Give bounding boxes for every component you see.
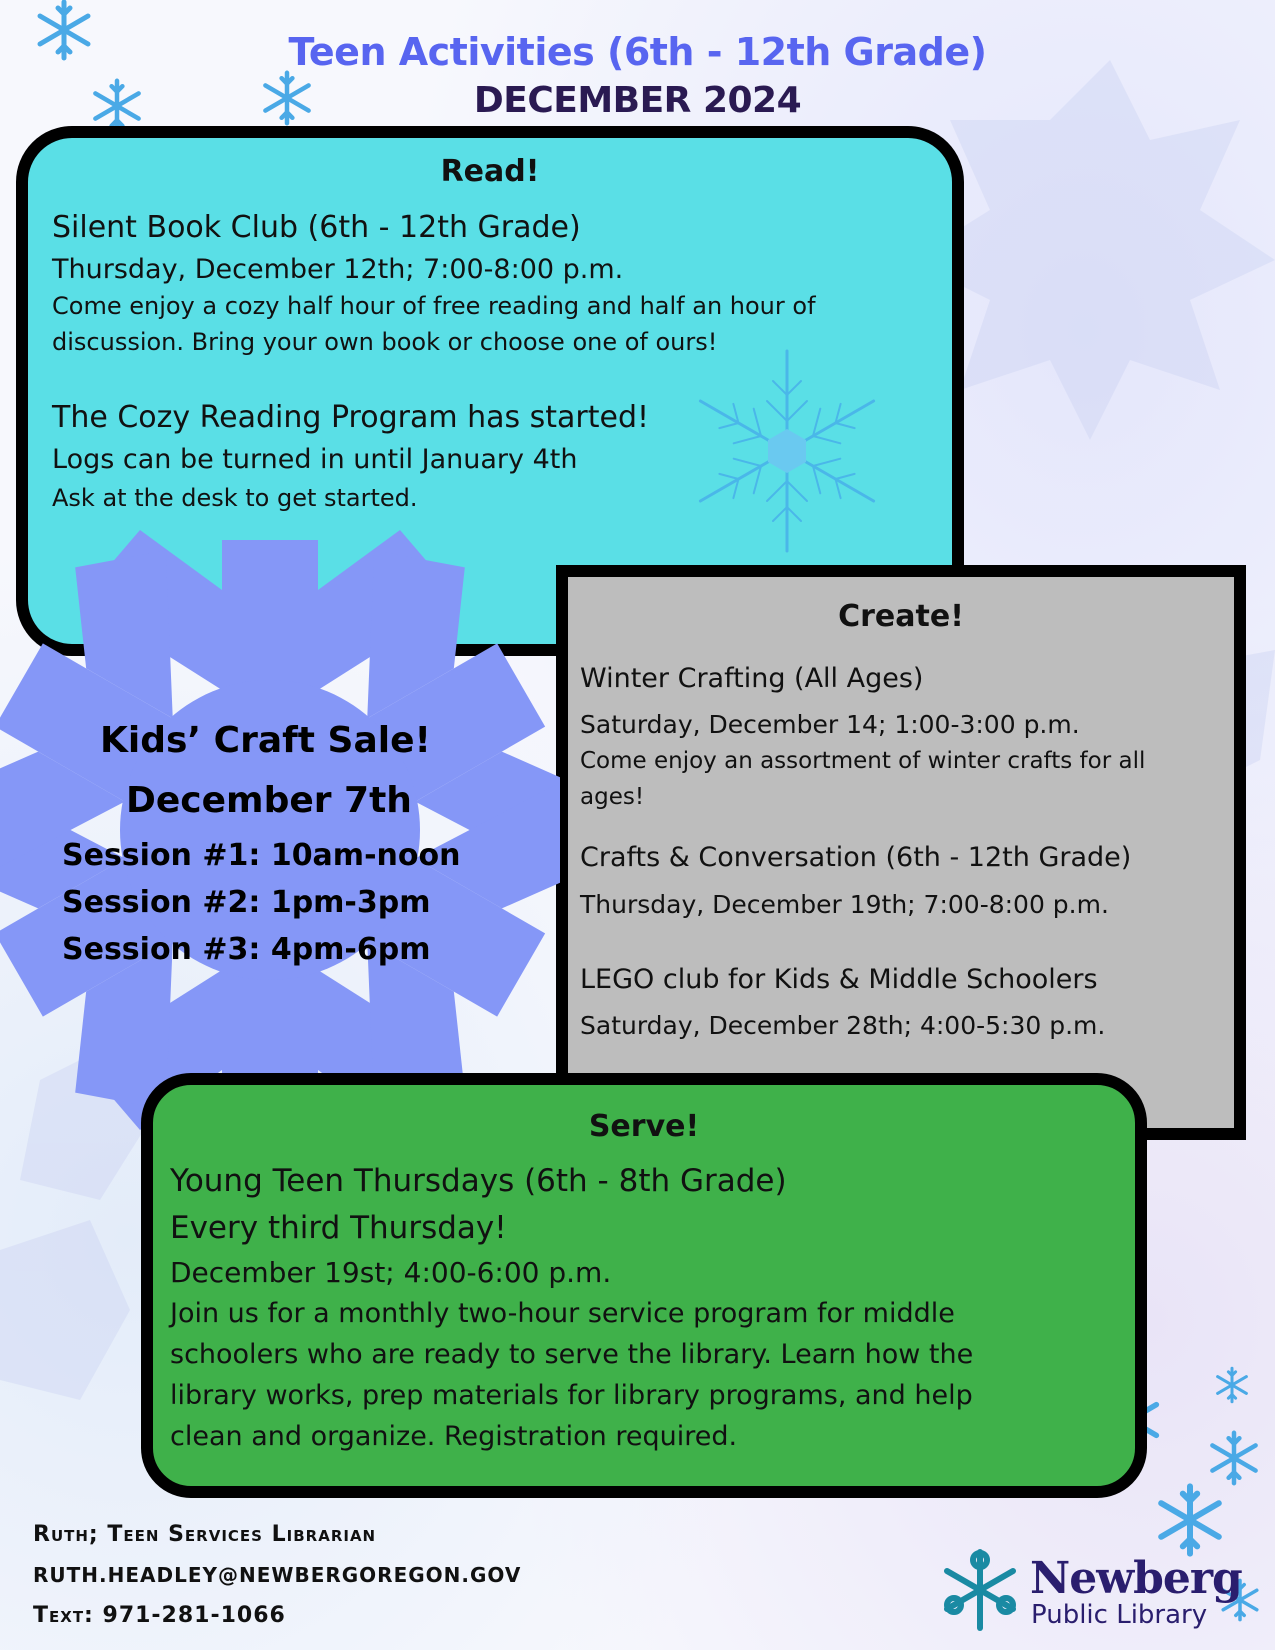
create-event2-title: Crafts & Conversation (6th - 12th Grade) xyxy=(580,842,1132,873)
create-event3-title: LEGO club for Kids & Middle Schoolers xyxy=(580,964,1098,995)
read-event1-desc-line2: discussion. Bring your own book or choose one of ours! xyxy=(52,328,718,356)
craft-sale-session2: Session #2: 1pm-3pm xyxy=(62,885,431,920)
page-month: DECEMBER 2024 xyxy=(473,80,802,121)
craft-sale-session3: Session #3: 4pm-6pm xyxy=(62,932,431,967)
serve-desc-line4: clean and organize. Registration required. xyxy=(170,1421,738,1452)
read-event2-line2: Logs can be turned in until January 4th xyxy=(52,444,578,475)
read-event2-title: The Cozy Reading Program has started! xyxy=(52,400,650,435)
create-event2-when: Thursday, December 19th; 7:00-8:00 p.m. xyxy=(580,890,1109,919)
create-event1-title: Winter Crafting (All Ages) xyxy=(580,663,924,694)
create-event1-desc-line2: ages! xyxy=(580,784,645,810)
serve-desc-line2: schoolers who are ready to serve the library. Learn how the xyxy=(170,1339,974,1370)
read-event1-when: Thursday, December 12th; 7:00-8:00 p.m. xyxy=(52,254,624,285)
craft-sale-session1: Session #1: 10am-noon xyxy=(62,838,461,873)
read-event2-line3: Ask at the desk to get started. xyxy=(52,484,418,512)
craft-sale-snowflake-icon xyxy=(0,520,560,1140)
serve-desc-line1: Join us for a monthly two-hour service program for middle xyxy=(170,1298,955,1329)
serve-heading: Serve! xyxy=(588,1109,700,1144)
serve-desc-line3: library works, prep materials for library programs, and help xyxy=(170,1380,973,1411)
serve-when: December 19st; 4:00-6:00 p.m. xyxy=(170,1256,612,1289)
footer-contact-name: Ruth; Teen Services Librarian xyxy=(33,1522,377,1547)
logo-subtitle: Public Library xyxy=(1031,1600,1208,1630)
create-event3-when: Saturday, December 28th; 4:00-5:30 p.m. xyxy=(580,1011,1106,1040)
library-logo-icon xyxy=(935,1545,1025,1635)
read-snowflake-icon xyxy=(682,346,892,556)
craft-sale-title: Kids’ Craft Sale! xyxy=(100,720,431,761)
craft-sale-date: December 7th xyxy=(126,780,412,821)
create-event1-desc-line1: Come enjoy an assortment of winter crafts for all xyxy=(580,748,1146,774)
create-heading: Create! xyxy=(838,599,964,634)
serve-subtitle: Every third Thursday! xyxy=(170,1210,507,1246)
serve-title: Young Teen Thursdays (6th - 8th Grade) xyxy=(170,1163,787,1199)
footer-text-number[interactable]: Text: 971-281-1066 xyxy=(33,1603,286,1628)
logo-name: Newberg xyxy=(1030,1553,1242,1604)
create-event1-when: Saturday, December 14; 1:00-3:00 p.m. xyxy=(580,710,1080,739)
read-event1-title: Silent Book Club (6th - 12th Grade) xyxy=(52,210,581,245)
page-title: Teen Activities (6th - 12th Grade) xyxy=(288,30,987,74)
read-event1-desc-line1: Come enjoy a cozy half hour of free reading and half an hour of xyxy=(52,292,816,320)
read-heading: Read! xyxy=(440,154,540,189)
footer-email[interactable]: RUTH.HEADLEY@NEWBERGOREGON.GOV xyxy=(33,1563,522,1587)
